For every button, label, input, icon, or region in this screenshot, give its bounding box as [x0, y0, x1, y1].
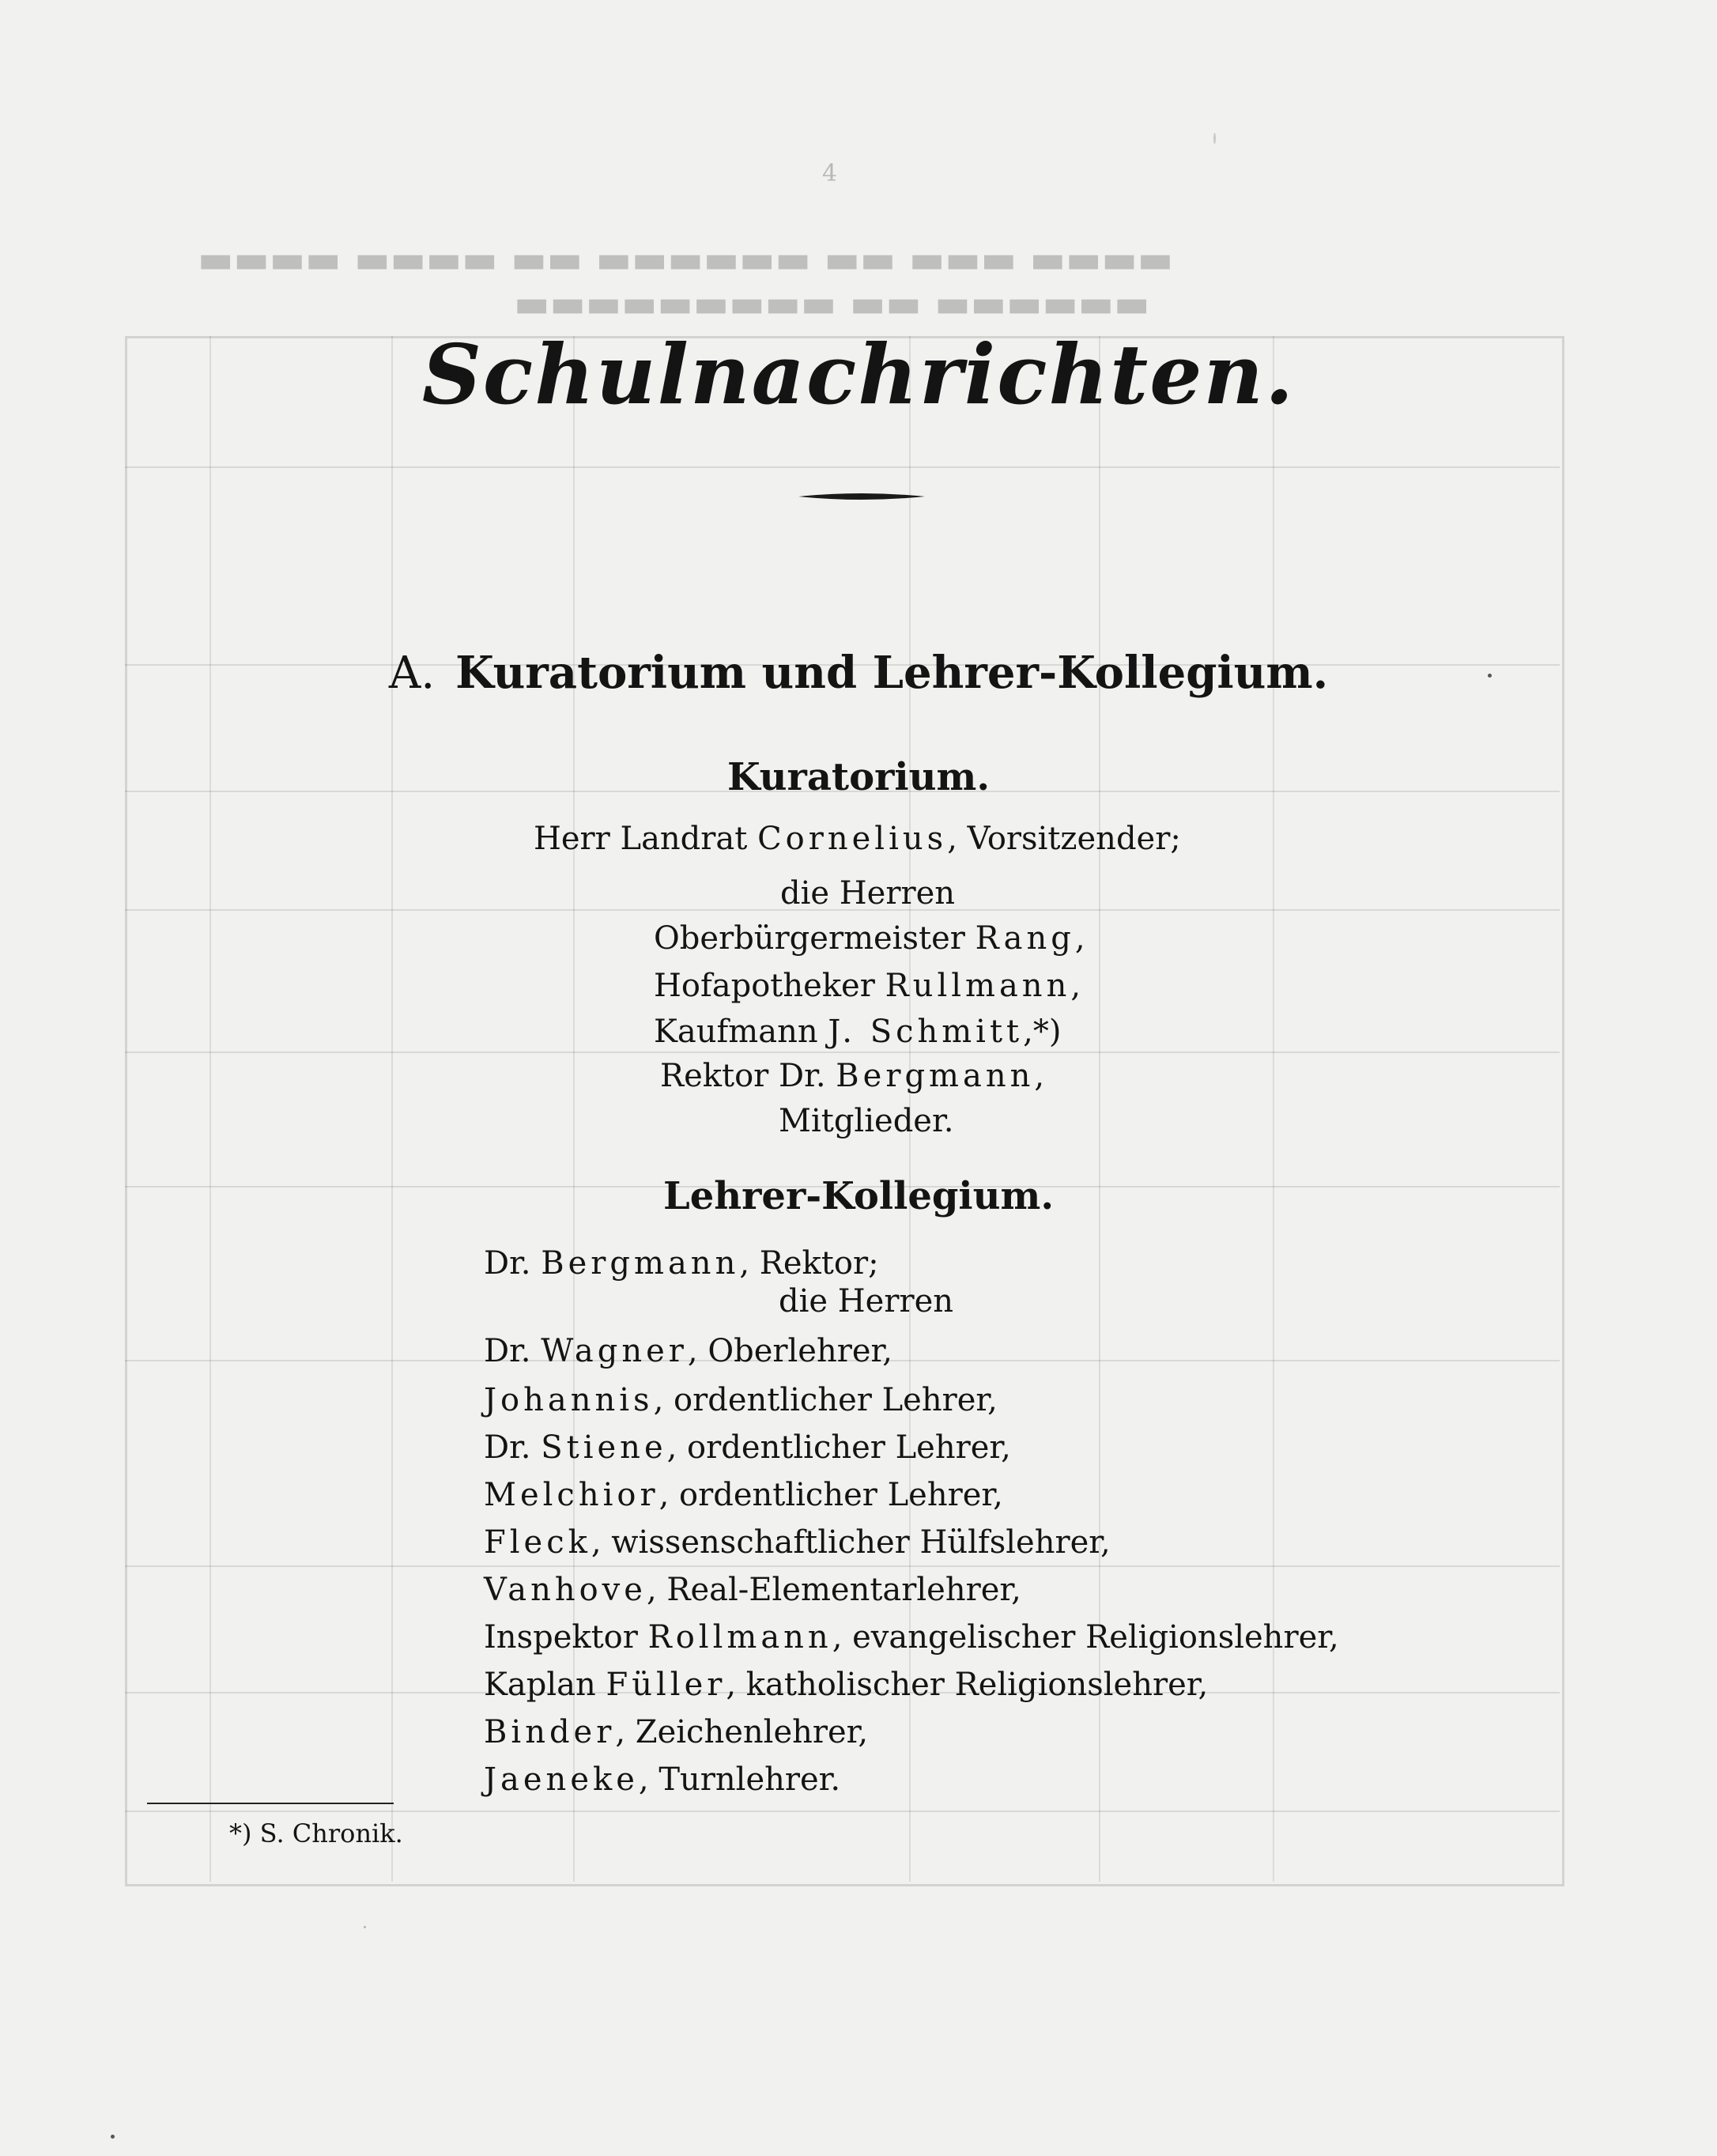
teacher-entry — [484, 1524, 1111, 1561]
kuratorium-member — [654, 1014, 1061, 1050]
teacher-role: , katholischer Religionslehrer, — [726, 1667, 1209, 1703]
member-name: J. Schmitt — [828, 1014, 1024, 1050]
chair-role: , Vorsitzender; — [947, 821, 1181, 857]
section-title-text: Kuratorium und Lehrer-Kollegium. — [455, 647, 1329, 699]
kuratorium-member — [654, 968, 1081, 1004]
teacher-entry — [484, 1477, 1003, 1513]
teacher-role: , ordentlicher Lehrer, — [666, 1429, 1011, 1466]
kollegium-die-herren: die Herren — [779, 1283, 954, 1320]
ornament-rule-icon — [798, 492, 925, 501]
teacher-prefix: Dr. — [484, 1429, 531, 1466]
member-suffix: , — [1070, 968, 1081, 1004]
member-suffix: , — [1034, 1058, 1045, 1094]
bleed-through-rule — [125, 1811, 1560, 1812]
bleed-through-rule — [391, 336, 393, 1882]
teacher-role: , Real-Elementarlehrer, — [646, 1572, 1021, 1608]
teacher-name: Stiene — [541, 1429, 667, 1466]
teacher-entry — [484, 1667, 1208, 1703]
kuratorium-title: Kuratorium. — [726, 755, 991, 799]
bleed-through-rule — [209, 336, 211, 1882]
teacher-name: Füller — [606, 1667, 726, 1703]
teacher-name: Melchior — [484, 1477, 659, 1513]
footnote: *) S. Chronik. — [229, 1818, 403, 1848]
teacher-entry — [484, 1572, 1021, 1608]
footnote-rule — [147, 1803, 394, 1804]
teacher-entry — [484, 1333, 892, 1369]
teacher-entry — [484, 1382, 998, 1418]
teacher-role: , ordentlicher Lehrer, — [653, 1382, 998, 1418]
section-title — [0, 647, 1717, 699]
bleed-through-rule — [125, 1565, 1560, 1567]
kuratorium-chair — [534, 821, 1181, 857]
page-heading: Schulnachrichten. — [421, 326, 1296, 423]
teacher-role: , ordentlicher Lehrer, — [658, 1477, 1003, 1513]
teacher-role: , Zeichenlehrer, — [615, 1714, 869, 1750]
member-prefix: Kaufmann — [654, 1014, 818, 1050]
member-prefix: Hofapotheker — [654, 968, 875, 1004]
teacher-entry — [484, 1714, 868, 1750]
member-name: Rang — [975, 920, 1075, 957]
teacher-entry — [484, 1761, 840, 1798]
bleed-through-text: ▬▬▬▬ ▬▬▬ ▬▬ ▬▬▬▬▬▬ ▬▬ ▬▬▬▬ ▬▬▬▬ — [198, 237, 1174, 281]
member-prefix: Oberbürgermeister — [654, 920, 965, 957]
member-suffix: , — [1074, 920, 1085, 957]
lehrer-kollegium-title: Lehrer-Kollegium. — [662, 1174, 1055, 1218]
section-letter: A. — [388, 648, 436, 699]
teacher-entry — [484, 1429, 1011, 1466]
bleed-through-rule — [125, 1052, 1560, 1053]
teacher-name: Bergmann — [541, 1245, 740, 1282]
kuratorium-die-herren: die Herren — [780, 875, 956, 912]
member-suffix: ,*) — [1023, 1014, 1062, 1050]
chair-prefix: Herr Landrat — [534, 821, 748, 857]
teacher-prefix: Dr. — [484, 1333, 531, 1369]
teacher-role: , evangelischer Religionslehrer, — [832, 1619, 1339, 1656]
member-prefix: Rektor Dr. — [660, 1058, 826, 1094]
teacher-name: Fleck — [484, 1524, 591, 1561]
chair-name: Cornelius — [757, 821, 948, 857]
teacher-prefix: Kaplan — [484, 1667, 596, 1703]
kuratorium-closing: Mitglieder. — [779, 1103, 954, 1139]
teacher-name: Johannis — [484, 1382, 654, 1418]
bleed-through-text: ▬▬▬▬▬▬ ▬▬ ▬▬▬▬▬▬▬▬▬ — [514, 281, 1150, 326]
teacher-name: Jaeneke — [484, 1761, 639, 1798]
teacher-role: , wissenschaftlicher Hülfslehrer, — [591, 1524, 1111, 1561]
kollegium-first — [484, 1245, 879, 1282]
page-number: 4 — [822, 160, 838, 187]
member-name: Bergmann — [836, 1058, 1035, 1094]
teacher-entry — [484, 1619, 1339, 1656]
teacher-name: Vanhove — [484, 1572, 647, 1608]
teacher-name: Wagner — [541, 1333, 688, 1369]
kuratorium-member — [654, 920, 1085, 957]
bleed-through-rule — [125, 466, 1560, 468]
teacher-role: , Turnlehrer. — [638, 1761, 841, 1798]
kuratorium-member — [660, 1058, 1044, 1094]
member-name: Rullmann — [885, 968, 1071, 1004]
teacher-name: Binder — [484, 1714, 616, 1750]
teacher-role: , Rektor; — [739, 1245, 879, 1282]
teacher-name: Rollmann — [647, 1619, 832, 1656]
teacher-prefix: Inspektor — [484, 1619, 638, 1656]
teacher-prefix: Dr. — [484, 1245, 531, 1282]
teacher-role: , Oberlehrer, — [687, 1333, 892, 1369]
